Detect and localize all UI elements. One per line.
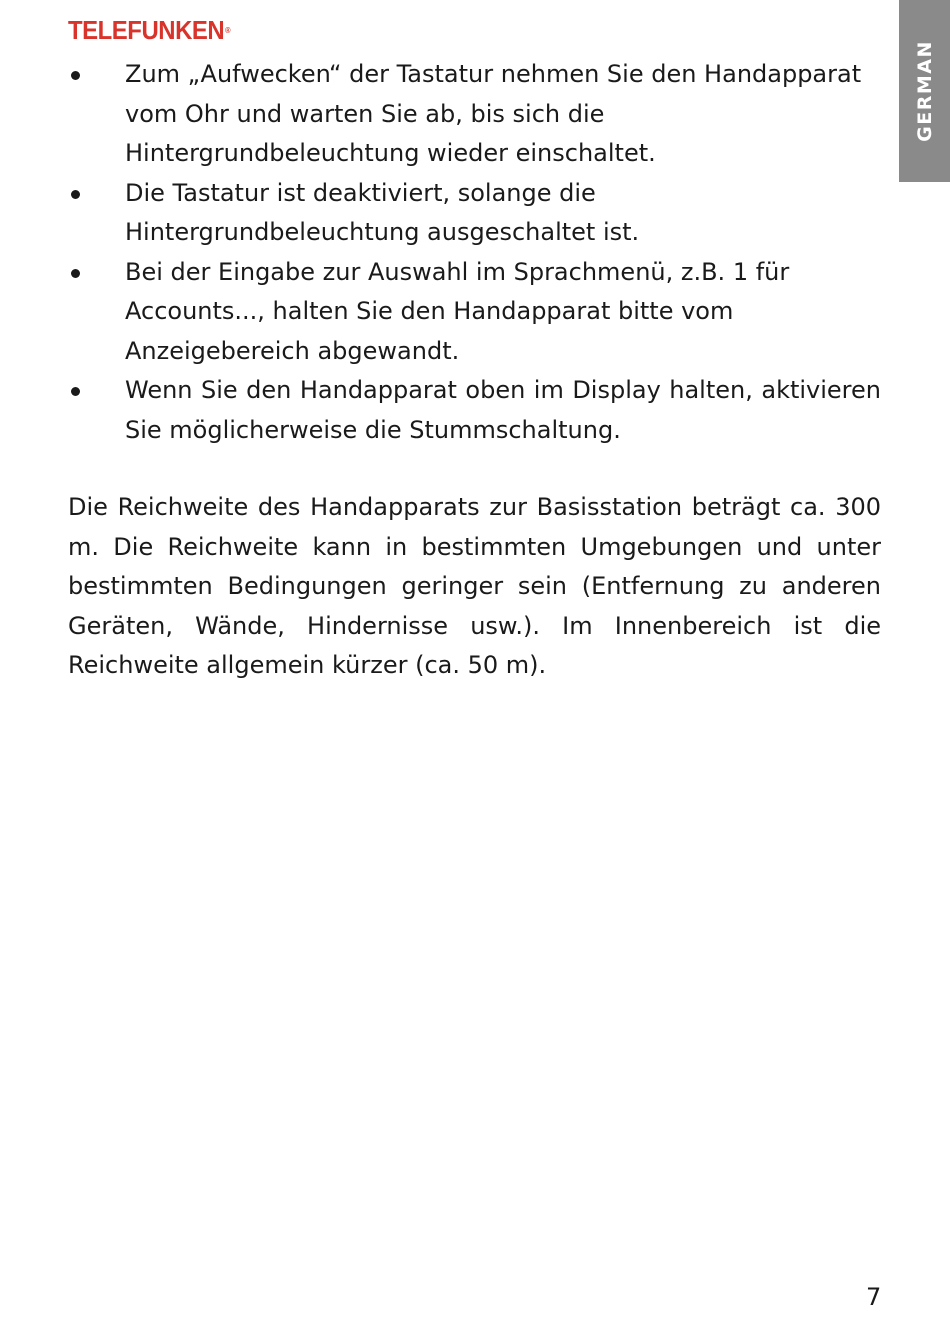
language-tab-label: GERMAN <box>913 40 936 142</box>
registered-mark: ® <box>225 26 231 35</box>
bullet-list <box>68 55 881 450</box>
telefunken-logo <box>68 16 230 44</box>
bullet-icon <box>71 269 80 278</box>
bullet-text: Bei der Eingabe zur Auswahl im Sprachmenü, z.B. 1 für Accounts..., halten Sie den Handapparat bitte vom Anzeigebereich abgewandt. <box>125 257 790 365</box>
bullet-text: Zum „Aufwecken“ der Tastatur nehmen Sie den Handapparat vom Ohr und warten Sie ab, bis sich die Hintergrundbeleuchtung wieder einschaltet. <box>125 60 862 167</box>
bullet-item <box>68 371 881 450</box>
bullet-item <box>68 253 881 372</box>
brand-name: TELEFUNKEN <box>68 15 225 45</box>
range-paragraph: Die Reichweite des Handapparats zur Basisstation beträgt ca. 300 m. Die Reichweite kann in bestimmten Umgebungen und unter bestimmten Bedingungen geringer sein (Entfernung zu anderen Geräten, Wände, Hindernisse usw.). Im Innenbereich ist die Reichweite allgemein kürzer (ca. 50 m). <box>68 493 881 679</box>
bullet-icon <box>71 71 80 80</box>
bullet-icon <box>71 190 80 199</box>
page-number: 7 <box>866 1283 882 1311</box>
bullet-item <box>68 174 881 253</box>
bullet-text: Wenn Sie den Handapparat oben im Display halten, aktivieren Sie möglicherweise die Stummschaltung. <box>125 376 881 444</box>
bullet-item <box>68 55 881 174</box>
bullet-text: Die Tastatur ist deaktiviert, solange die Hintergrundbeleuchtung ausgeschaltet ist. <box>125 178 640 246</box>
page-content <box>68 55 881 710</box>
language-tab <box>899 0 950 182</box>
bullet-icon <box>71 387 80 396</box>
